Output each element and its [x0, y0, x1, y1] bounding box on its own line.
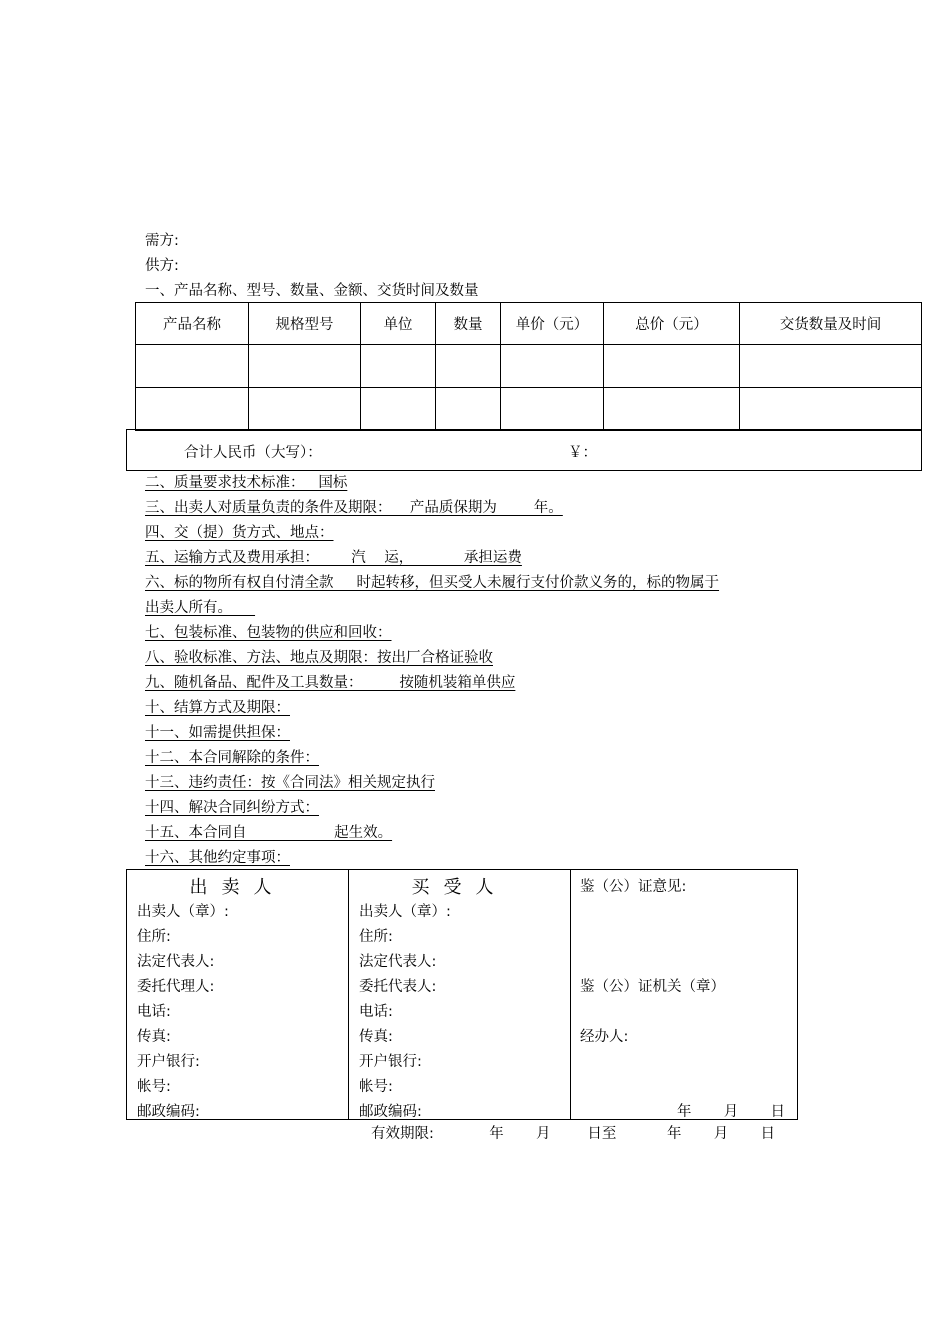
buyer-account-field: 帐号:	[359, 1079, 393, 1095]
notary-date-field: 年 月 日	[677, 1104, 786, 1120]
total-row	[126, 429, 922, 471]
buyer-bank-field: 开户银行:	[359, 1054, 422, 1070]
clause-3: 三、出卖人对质量负责的条件及期限： 产品质保期为 年。	[145, 500, 563, 516]
table-cell[interactable]	[361, 388, 436, 431]
table-row	[136, 388, 922, 431]
clause-6: 六、标的物所有权自付清全款 时起转移，但买受人未履行支付价款义务的，标的物属于	[145, 575, 720, 591]
table-cell[interactable]	[740, 345, 922, 388]
seller-phone-field: 电话:	[137, 1004, 171, 1020]
section-1-title: 一、产品名称、型号、数量、金额、交货时间及数量	[145, 283, 479, 299]
buyer-seal-field: 出卖人（章）:	[359, 904, 451, 920]
clause-12: 十二、本合同解除的条件：	[145, 750, 319, 766]
table-cell[interactable]	[249, 345, 361, 388]
column-header: 交货数量及时间	[740, 303, 922, 345]
seller-column	[127, 870, 349, 1119]
column-header: 产品名称	[136, 303, 249, 345]
table-header-row	[136, 303, 922, 345]
buyer-title: 买受人	[411, 877, 508, 898]
notary-handler-field: 经办人:	[580, 1029, 629, 1045]
table-cell[interactable]	[436, 345, 501, 388]
notary-opinion-title: 鉴（公）证意见:	[580, 879, 687, 895]
seller-seal-field: 出卖人（章）:	[137, 904, 229, 920]
table-cell[interactable]	[361, 345, 436, 388]
supply-party-label: 供方:	[145, 258, 179, 274]
table-cell[interactable]	[136, 345, 249, 388]
clause-16: 十六、其他约定事项：	[145, 850, 290, 866]
table-cell[interactable]	[501, 388, 604, 431]
buyer-address-field: 住所:	[359, 929, 393, 945]
clause-9: 九、随机备品、配件及工具数量： 按随机装箱单供应	[145, 675, 516, 691]
clause-2: 二、质量要求技术标准： 国标	[145, 475, 348, 491]
table-cell[interactable]	[740, 388, 922, 431]
table-cell[interactable]	[604, 345, 740, 388]
notary-org-field: 鉴（公）证机关（章）	[580, 979, 725, 995]
table-cell[interactable]	[604, 388, 740, 431]
signature-table	[126, 869, 798, 1120]
buyer-postcode-field: 邮政编码:	[359, 1104, 422, 1120]
seller-title: 出卖人	[189, 877, 286, 898]
clause-11: 十一、如需提供担保：	[145, 725, 290, 741]
table-row	[136, 345, 922, 388]
total-yen-label: ￥：	[568, 445, 597, 461]
clause-14: 十四、解决合同纠纷方式：	[145, 800, 319, 816]
seller-account-field: 帐号:	[137, 1079, 171, 1095]
clause-10: 十、结算方式及期限：	[145, 700, 290, 716]
column-header: 数量	[436, 303, 501, 345]
table-cell[interactable]	[436, 388, 501, 431]
seller-legal-rep-field: 法定代表人:	[137, 954, 215, 970]
column-header: 单价（元）	[501, 303, 604, 345]
clause-7: 七、包装标准、包装物的供应和回收：	[145, 625, 392, 641]
notary-column	[571, 870, 797, 1119]
validity-period: 有效期限: 年 月 日至 年 月 日	[371, 1126, 776, 1142]
product-table	[135, 302, 922, 431]
buyer-phone-field: 电话:	[359, 1004, 393, 1020]
demand-party-label: 需方:	[145, 233, 179, 249]
seller-agent-field: 委托代理人:	[137, 979, 215, 995]
buyer-agent-field: 委托代表人:	[359, 979, 437, 995]
column-header: 单位	[361, 303, 436, 345]
seller-postcode-field: 邮政编码:	[137, 1104, 200, 1120]
clause-5: 五、运输方式及费用承担： 汽 运， 承担运费	[145, 550, 522, 566]
clause-13: 十三、违约责任：按《合同法》相关规定执行	[145, 775, 435, 791]
column-header: 总价（元）	[604, 303, 740, 345]
total-rmb-label: 合计人民币（大写）：	[184, 445, 322, 461]
buyer-legal-rep-field: 法定代表人:	[359, 954, 437, 970]
buyer-fax-field: 传真:	[359, 1029, 393, 1045]
buyer-column	[349, 870, 571, 1119]
seller-address-field: 住所:	[137, 929, 171, 945]
clause-4: 四、交（提）货方式、地点：	[145, 525, 334, 541]
clause-15: 十五、本合同自 起生效。	[145, 825, 393, 841]
table-cell[interactable]	[501, 345, 604, 388]
table-cell[interactable]	[249, 388, 361, 431]
column-header: 规格型号	[249, 303, 361, 345]
clause-8: 八、验收标准、方法、地点及期限：按出厂合格证验收	[145, 650, 493, 666]
table-cell[interactable]	[136, 388, 249, 431]
seller-bank-field: 开户银行:	[137, 1054, 200, 1070]
clause-6-cont: 出卖人所有。	[145, 600, 256, 616]
seller-fax-field: 传真:	[137, 1029, 171, 1045]
